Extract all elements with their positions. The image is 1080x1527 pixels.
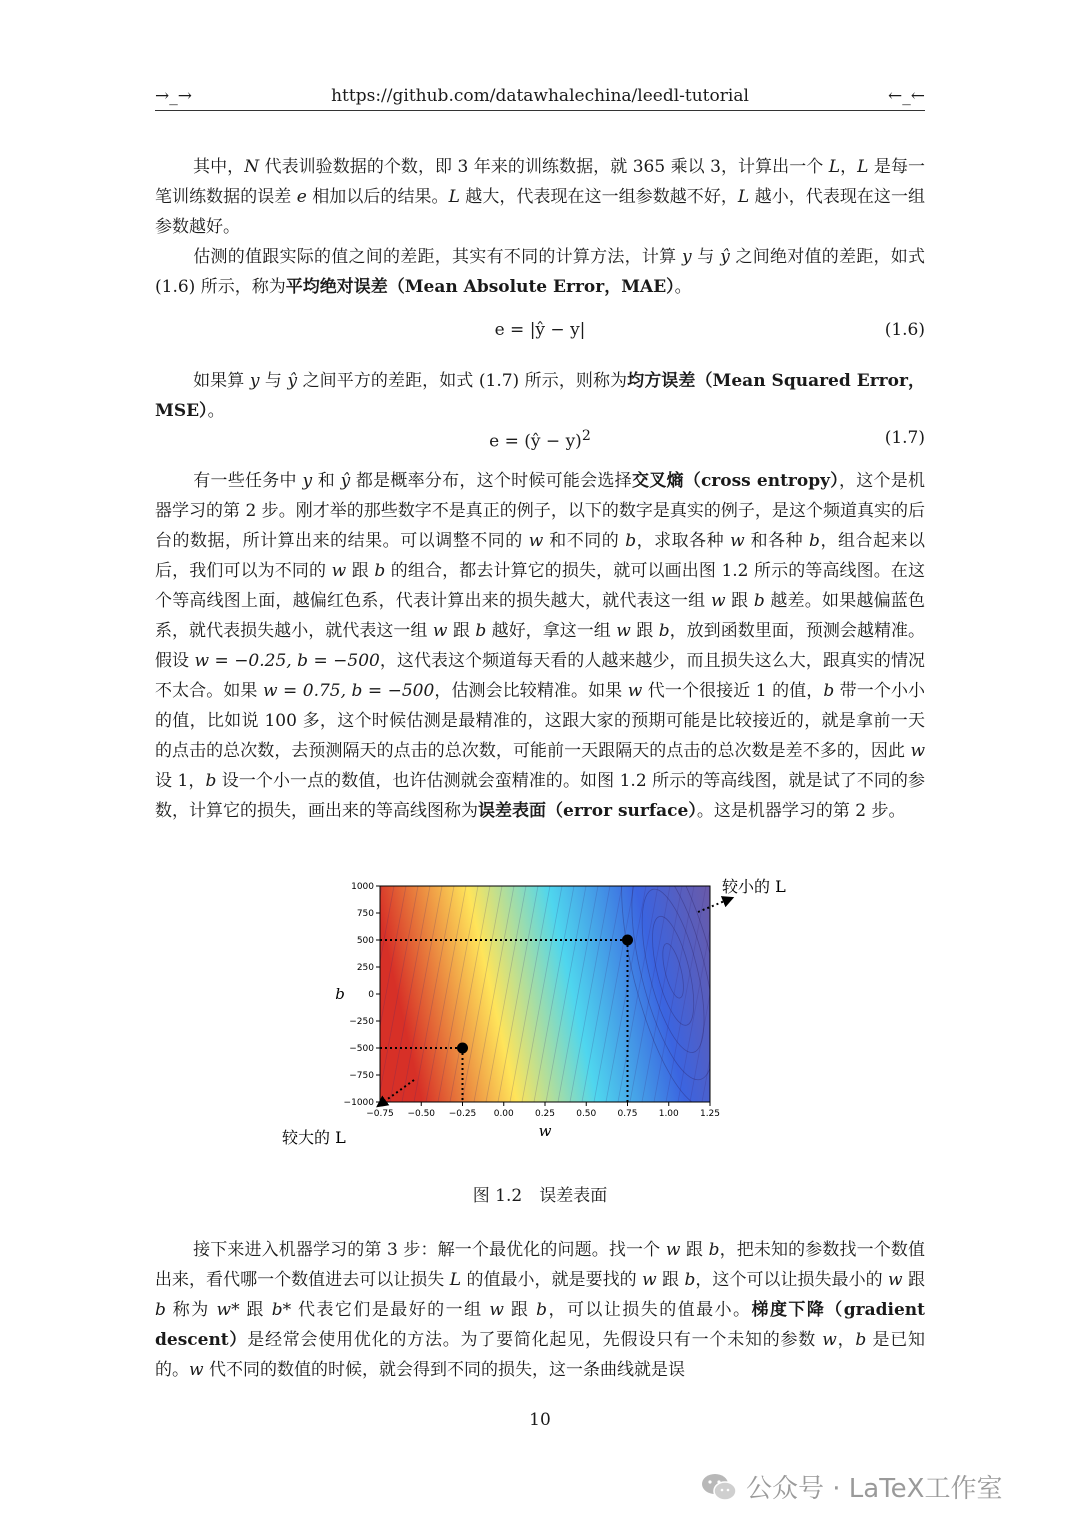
y-tick-label: −1000	[343, 1098, 374, 1108]
header-left-arrow: →_→	[155, 86, 192, 106]
heatmap-surface	[380, 886, 710, 1102]
annotation-small-L: 较小的 L	[722, 877, 786, 896]
data-point	[622, 935, 633, 946]
x-tick-label: 0.25	[534, 1109, 556, 1119]
wechat-icon	[700, 1472, 738, 1502]
y-tick-label: 750	[356, 909, 374, 919]
error-surface-figure	[280, 868, 820, 1158]
equation-number: (1.6)	[884, 320, 925, 340]
y-axis-ticks	[344, 882, 380, 1108]
y-tick-label: −250	[349, 1017, 374, 1027]
equation-1-7	[155, 428, 925, 456]
y-tick-label: 250	[356, 963, 374, 973]
paragraph-4: 有一些任务中 y 和 ŷ 都是概率分布，这个时候可能会选择交叉熵（cross entropy），这个是机器学习的第 2 步。刚才举的那些数字不是真正的例子，以下的数字是真实的例子，是这个频道真实的后台的数据，所计算出来的结果。可以调整不同的 w 和不同的 b，求取各种 w 和各种 b，组合起来以后，我们可以为不同的 w 跟 b 的组合，都去计算它的损失，就可以画出图 1.2 所示的等高线图。在这个等高线图上面，越偏红色系，代表计算出来的损失越大，就代表这一组 w 跟 b 越差。如果越偏蓝色系，就代表损失越小，就代表这一组 w 跟 b 越好，拿这一组 w 跟 b，放到函数里面，预测会越精准。假设 w = −0.25, b = −500，这代表这个频道每天看的人越来越少，而且损失这么大，跟真实的情况不太合。如果 w = 0.75, b = −500，估测会比较精准。如果 w 代一个很接近 1 的值，b 带一个小小的值，比如说 100 多，这个时候估测是最精准的，这跟大家的预期可能是比较接近的，就是拿前一天的点击的总次数，去预测隔天的点击的总次数，可能前一天跟隔天的点击的总次数是差不多的，因此 w 设 1，b 设一个小一点的数值，也许估测就会蛮精准的。如图 1.2 所示的等高线图，就是试了不同的参数，计算它的损失，画出来的等高线图称为误差表面（error surface）。这是机器学习的第 2 步。	[155, 471, 926, 821]
x-tick-label: 0.50	[576, 1109, 597, 1119]
plot-area	[330, 868, 766, 1116]
paragraph-3: 如果算 y 与 ŷ 之间平方的差距，如式 (1.7) 所示，则称为均方误差（Mean Squared Error，MSE）。	[155, 371, 925, 421]
x-axis-label: w	[538, 1122, 552, 1140]
y-tick-label: −750	[349, 1071, 374, 1081]
figure-caption: 图 1.2 误差表面	[472, 1186, 608, 1206]
error-surface-chart	[280, 868, 820, 1158]
x-tick-label: 1.25	[699, 1109, 721, 1119]
equation-expr: e = |ŷ − y|	[494, 320, 586, 340]
x-tick-label: −0.50	[407, 1109, 436, 1119]
x-tick-label: 0.00	[493, 1109, 514, 1119]
header-right-arrow: ←_←	[888, 86, 925, 106]
x-tick-label: 1.00	[658, 1109, 679, 1119]
page-number: 10	[529, 1410, 551, 1430]
paragraph-2: 估测的值跟实际的值之间的差距，其实有不同的计算方法，计算 y 与 ŷ 之间绝对值的差距，如式 (1.6) 所示，称为平均绝对误差（Mean Absolute Error，MAE）。	[155, 247, 926, 297]
contour-line	[726, 886, 766, 1102]
header-rule	[155, 110, 925, 111]
y-tick-label: −500	[349, 1044, 374, 1054]
x-tick-label: −0.75	[366, 1109, 394, 1119]
data-point	[457, 1043, 468, 1054]
contour-line	[714, 886, 754, 1102]
x-axis-ticks	[366, 1102, 720, 1119]
watermark-text: 公众号 · LaTeX工作室	[746, 1474, 1003, 1504]
annotation-large-L: 较大的 L	[282, 1128, 346, 1147]
header-url[interactable]: https://github.com/datawhalechina/leedl-tutorial	[331, 86, 749, 106]
running-header	[155, 86, 925, 110]
y-tick-label: 500	[356, 936, 374, 946]
watermark	[700, 1468, 1002, 1505]
paragraph-5: 接下来进入机器学习的第 3 步：解一个最优化的问题。找一个 w 跟 b，把未知的参数找一个数值出来，看代哪一个数值进去可以让损失 L 的值最小，就是要找的 w 跟 b，这个可以让损失最小的 w 跟 b 称为 w* 跟 b* 代表它们是最好的一组 w 跟 b，可以让损失的值最小。梯度下降（gradient descent）是经常会使用优化的方法。为了要简化起见，先假设只有一个未知的参数 w，b 是已知的。w 代不同的数值的时候，就会得到不同的损失，这一条曲线就是误	[155, 1240, 926, 1380]
y-tick-label: 0	[368, 990, 374, 1000]
equation-1-6	[155, 320, 925, 348]
x-tick-label: 0.75	[617, 1109, 638, 1119]
y-tick-label: 1000	[351, 882, 374, 892]
equation-expr: e = (ŷ − y)$^2$	[489, 428, 591, 452]
equation-number: (1.7)	[884, 428, 925, 448]
paragraph-1: 其中，N 代表训验数据的个数，即 3 年来的训练数据，就 365 乘以 3，计算出一个 L，L 是每一笔训练数据的误差 e 相加以后的结果。L 越大，代表现在这一组参数越不好，L 越小，代表现在这一组参数越好。	[155, 157, 926, 237]
y-axis-label: b	[335, 985, 345, 1003]
x-tick-label: −0.25	[448, 1109, 477, 1119]
